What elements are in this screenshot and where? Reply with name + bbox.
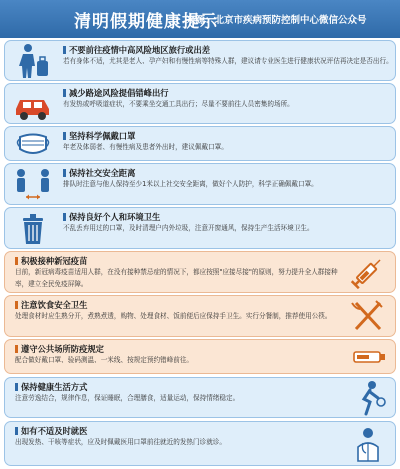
trash-bin-icon [11,211,55,245]
page-title: 清明假期健康提示 [74,12,218,32]
exercise-icon [347,381,389,414]
source-label: 来源：北京市疾病预防控制中心微信公众号 [186,15,367,26]
tip-text: 目前，新冠病毒疫苗适用人群，在没有接种禁忌症的情况下，都应按照"应接尽接"的原则，努力提升全人群接种率，建立全民免疫屏障。 [15,268,338,288]
thermometer-icon [347,343,389,370]
tip-title: 保持良好个人和环境卫生 [63,211,160,223]
tip-text: 有发热或呼吸道症状，不要乘坐交通工具出行；尽量不要前往人员密集的场所。 [63,100,294,108]
tip-card-seek-care [4,421,396,466]
tip-card-mask [4,126,396,161]
vaccine-syringe-icon [347,255,389,289]
tip-title: 坚持科学佩戴口罩 [63,130,135,142]
tip-title: 减少路途风险提倡错峰出行 [63,87,169,99]
tip-card-distance [4,163,396,205]
doctor-icon [347,425,389,462]
tip-title: 遵守公共场所防疫规定 [15,343,104,355]
tip-title: 保持健康生活方式 [15,381,87,393]
tip-text: 若有身体不适，尤其是老人、孕产妇和有慢性病等特殊人群，建议请专业医生进行健康状况评估再决定是否出行。 [63,57,393,65]
header-banner [0,0,400,38]
tip-card-public-places [4,339,396,374]
tip-card-vaccine [4,251,396,293]
tip-card-hygiene [4,207,396,249]
tip-card-lifestyle [4,377,396,418]
tip-text: 年老及体弱者、有慢性病及患者外出时，建议佩戴口罩。 [63,143,228,151]
fork-knife-icon [347,299,389,333]
tip-text: 处理食材时应生熟分开，煮熟煮透，购物、处理食材、饭前便后应保持手卫生。实行分餐制，推荐使用公筷。 [15,312,332,320]
tip-card-trip [4,83,396,124]
tip-title: 保持社交安全距离 [63,167,135,179]
tip-title: 如有不适及时就医 [15,425,87,437]
tip-text: 配合做好戴口罩、验码测温、一米线、按规定预约错峰前往。 [15,356,194,364]
tip-text: 注意劳逸结合，规律作息，保证睡眠，合理膳食，适量运动，保持情绪稳定。 [15,394,240,402]
tip-text: 出现发热、干咳等症状，应及时佩戴医用口罩前往就近的发热门诊就诊。 [15,438,226,446]
tip-card-food [4,295,396,337]
tip-title: 积极接种新冠疫苗 [15,255,87,267]
tip-title: 注意饮食安全卫生 [15,299,87,311]
tip-text: 排队时注意与他人保持至少1米以上社交安全距离，做好个人防护，科学正确佩戴口罩。 [63,180,318,188]
face-mask-icon [11,130,55,157]
traveler-with-suitcase-icon [11,44,55,77]
car-icon [11,87,55,120]
distance-arrows-icon [11,167,55,201]
tip-title: 不要前往疫情中高风险地区旅行或出差 [63,44,210,56]
tip-text: 不乱丢弃用过的口罩，及时清理户内外垃圾，注意开窗通风，保持生产生活环境卫生。 [63,224,314,232]
tip-card-travel [4,40,396,81]
